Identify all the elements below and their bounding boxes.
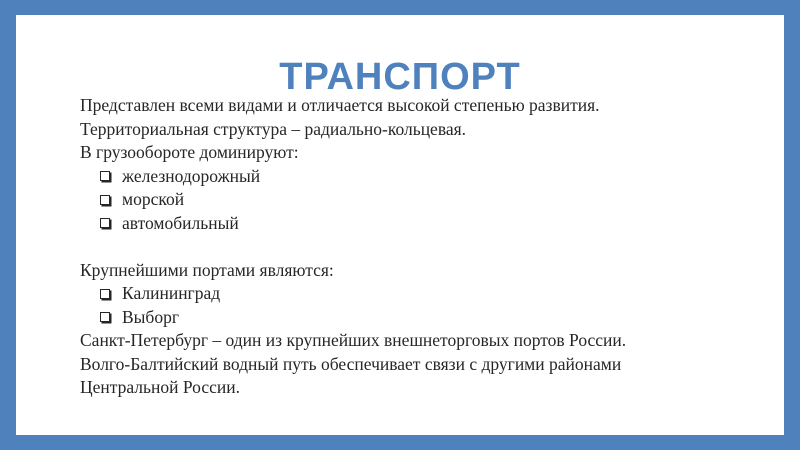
ports-list-item [80, 306, 760, 330]
ports-list-label: Выборг [122, 306, 180, 327]
freight-list-label: морской [122, 189, 185, 209]
body-line: Представлен всеми видами и отличается высокой степенью развития. [80, 95, 600, 115]
freight-list-label: автомобильный [122, 212, 239, 233]
body-line: В грузообороте доминируют: [80, 142, 299, 162]
spacer [80, 235, 760, 259]
body-line: Санкт-Петербург – один из крупнейших внешнеторговых портов России. [80, 330, 627, 350]
body-line: Волго-Балтийский водный путь обеспечивает связи с другими районами [80, 353, 622, 374]
ports-heading: Крупнейшими портами являются: [80, 259, 334, 280]
checkbox-square-icon [100, 218, 110, 228]
body-line: Центральной России. [80, 377, 240, 397]
freight-list-label: железнодорожный [122, 165, 261, 186]
ports-list-label: Калининград [122, 283, 221, 303]
freight-list-item [80, 188, 760, 212]
freight-list-item [80, 212, 760, 236]
slide [16, 15, 784, 435]
ports-list-item [80, 282, 760, 306]
checkbox-square-icon [100, 289, 110, 299]
slide-title: ТРАНСПОРТ [279, 56, 521, 98]
checkbox-square-icon [100, 312, 110, 322]
freight-list-item [80, 165, 760, 189]
body-line: Территориальная структура – радиально-кольцевая. [80, 118, 467, 139]
checkbox-square-icon [100, 195, 110, 205]
checkbox-square-icon [100, 171, 110, 181]
slide-body [80, 94, 760, 400]
